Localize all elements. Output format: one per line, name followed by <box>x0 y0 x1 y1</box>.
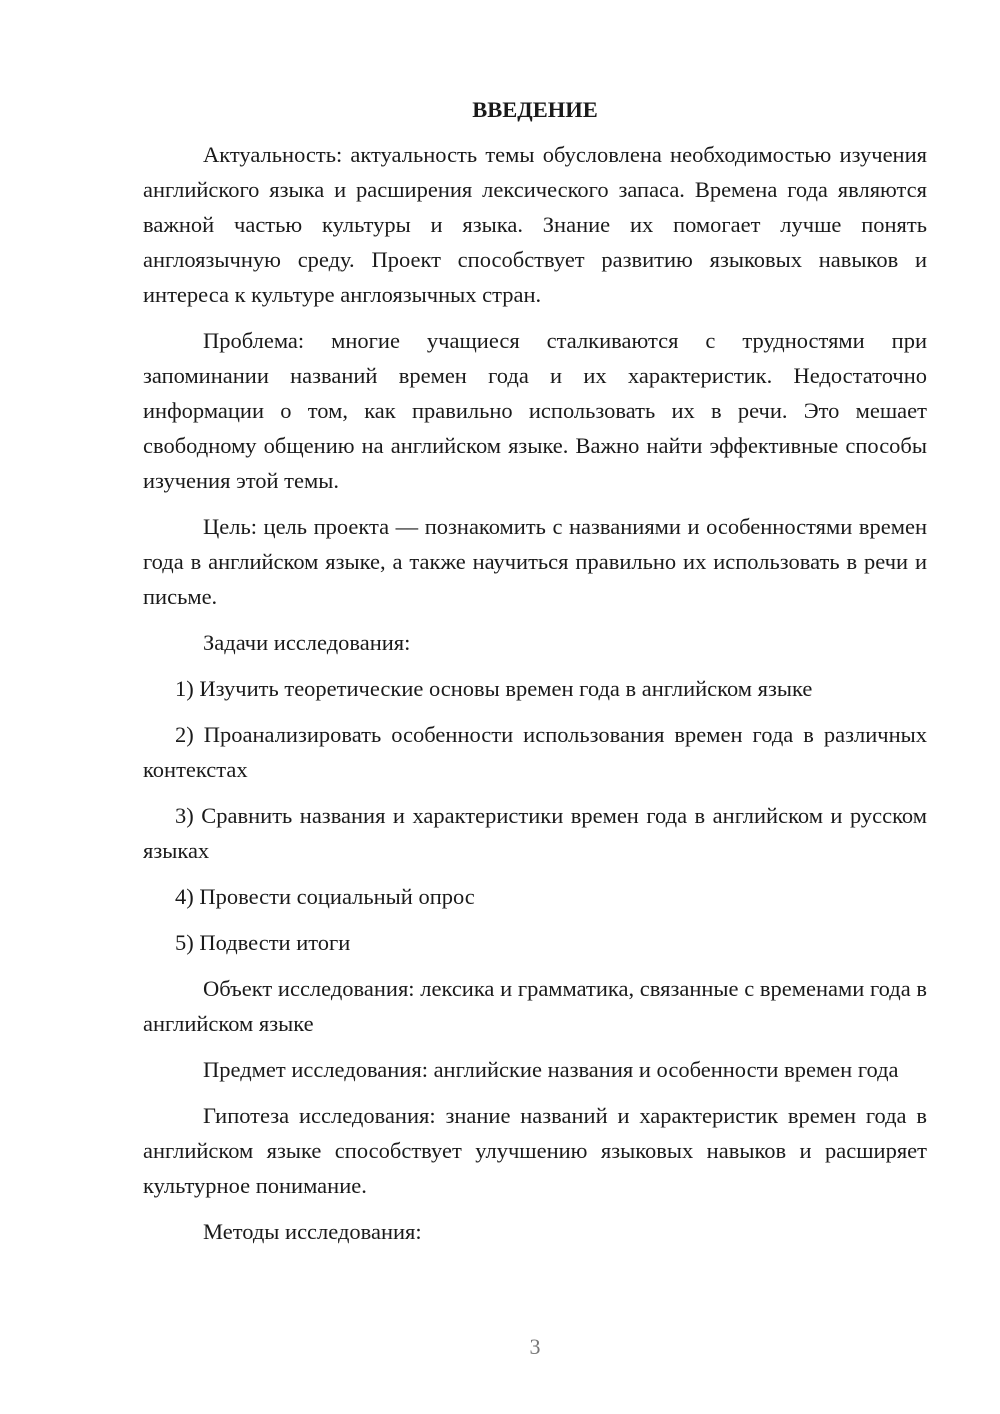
paragraph-goal: Цель: цель проекта — познакомить с названиями и особенностями времен года в английском языке, а также научиться правильно их использовать в речи и письме. <box>143 514 927 609</box>
methods-title: Методы исследования: <box>203 1219 422 1244</box>
section-heading: ВВЕДЕНИЕ <box>472 97 598 122</box>
paragraph-subject: Предмет исследования: английские названия и особенности времен года <box>203 1057 899 1082</box>
paragraph-hypothesis: Гипотеза исследования: знание названий и характеристик времен года в английском языке способствует улучшению языковых навыков и расширяет культурное понимание. <box>143 1103 927 1198</box>
paragraph-problem: Проблема: многие учащиеся сталкиваются с трудностями при запоминании названий времен года и их характеристик. Недостаточно информации о том, как правильно использовать их в речи. Это мешает свободному общению на английском языке. Важно найти эффективные способы изучения этой темы. <box>143 328 927 493</box>
task-item-2: 2) Проанализировать особенности использования времен года в различных контекстах <box>143 722 927 782</box>
task-item-1: 1) Изучить теоретические основы времен года в английском языке <box>175 676 813 701</box>
task-item-4: 4) Провести социальный опрос <box>175 884 475 909</box>
tasks-title: Задачи исследования: <box>203 630 411 655</box>
page-number: 3 <box>529 1334 541 1359</box>
page-content <box>143 92 927 1249</box>
paragraph-object: Объект исследования: лексика и грамматика, связанные с временами года в английском языке <box>143 976 927 1036</box>
task-item-3: 3) Сравнить названия и характеристики времен года в английском и русском языках <box>143 803 927 863</box>
task-item-5: 5) Подвести итоги <box>175 930 351 955</box>
paragraph-relevance: Актуальность: актуальность темы обусловлена необходимостью изучения английского языка и расширения лексического запаса. Времена года являются важной частью культуры и языка. Знание их помогает лучше понять англоязычную среду. Проект способствует развитию языковых навыков и интереса к культуре англоязычных стран. <box>143 142 927 307</box>
